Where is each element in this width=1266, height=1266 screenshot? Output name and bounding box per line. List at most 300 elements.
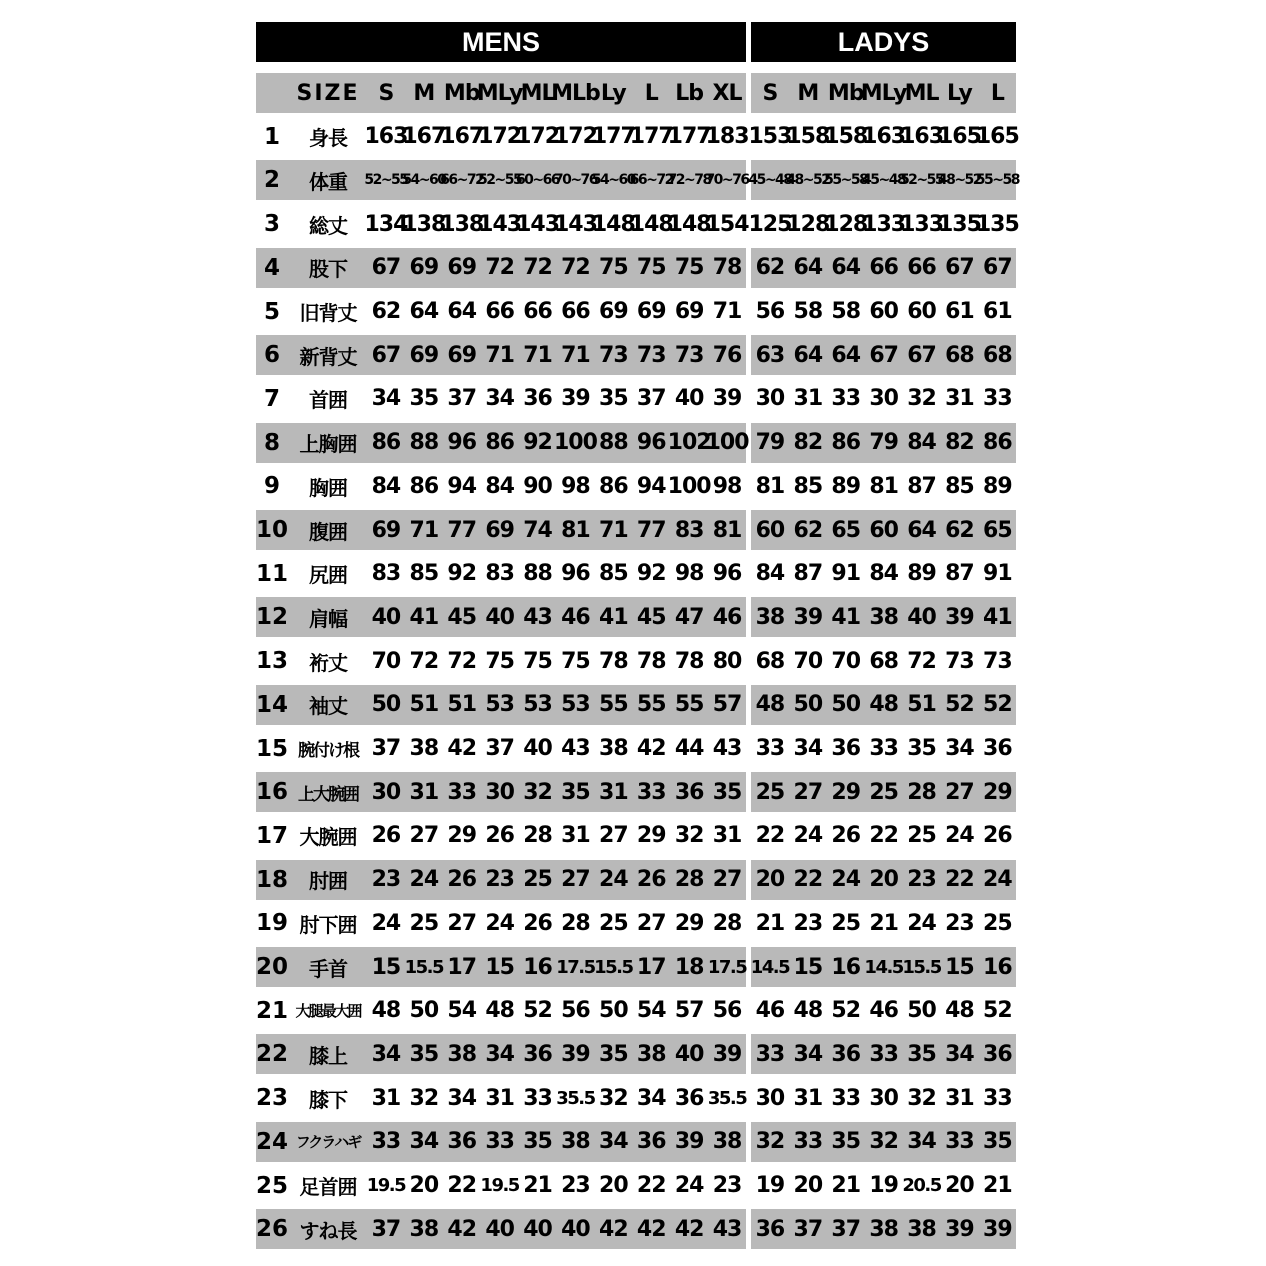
ladys-value: 24 — [793, 823, 823, 849]
mens-value: 70~76 — [553, 172, 598, 189]
mens-value: 36 — [674, 1085, 704, 1111]
mens-value: 83 — [674, 517, 704, 543]
ladys-value: 20.5 — [902, 1175, 941, 1196]
mens-value: 40 — [523, 1216, 552, 1242]
ladys-value: 64 — [831, 342, 861, 368]
ladys-value: 46 — [869, 998, 898, 1024]
mens-value: 94 — [447, 473, 477, 499]
mens-value: 48 — [485, 998, 514, 1024]
mens-value: 38 — [409, 1216, 439, 1242]
ladys-value: 165 — [975, 124, 1019, 150]
mens-value: 15.5 — [594, 956, 633, 978]
ladys-value: 51 — [907, 692, 936, 718]
mens-value: 80 — [712, 648, 742, 674]
ladys-value: 38 — [869, 604, 898, 630]
table-row — [256, 729, 1016, 769]
ladys-value: 33 — [983, 1085, 1012, 1111]
row-number: 9 — [263, 473, 280, 500]
mens-value: 42 — [599, 1216, 628, 1242]
ladys-value: 30 — [755, 386, 785, 412]
measurement-label: 肘囲 — [309, 869, 347, 894]
mens-value: 30 — [371, 779, 401, 805]
ladys-value: 24 — [831, 867, 861, 893]
ladys-value: 52 — [945, 692, 974, 718]
ladys-value: 22 — [793, 867, 823, 893]
mens-value: 154 — [705, 211, 749, 237]
table-row — [256, 1034, 1016, 1074]
mens-value: 31 — [561, 823, 590, 849]
mens-value: 72 — [409, 648, 439, 674]
ladys-value: 22 — [945, 867, 974, 893]
measurement-label: 体重 — [309, 169, 347, 194]
mens-value: 34 — [409, 1129, 439, 1155]
mens-value: 47 — [674, 604, 704, 630]
mens-value: 75 — [636, 255, 666, 281]
mens-value: 24 — [599, 867, 628, 893]
mens-value: 28 — [712, 910, 742, 936]
mens-value: 34 — [485, 386, 514, 412]
ladys-value: 52~55 — [899, 172, 944, 189]
ladys-value: 62 — [793, 517, 823, 543]
ladys-value: 37 — [831, 1216, 861, 1242]
mens-value: 75 — [523, 648, 552, 674]
ladys-value: 29 — [831, 779, 861, 805]
mens-value: 96 — [447, 430, 477, 456]
ladys-value: 21 — [755, 910, 785, 936]
mens-value: 72 — [523, 255, 552, 281]
mens-value: 148 — [667, 211, 711, 237]
ladys-value: 68 — [869, 648, 898, 674]
mens-value: 100 — [667, 473, 711, 499]
mens-value: 92 — [636, 561, 666, 587]
mens-value: 177 — [667, 124, 711, 150]
mens-header: MENS — [256, 22, 746, 62]
mens-value: 88 — [409, 430, 439, 456]
mens-value: 34 — [636, 1085, 666, 1111]
ladys-value: 24 — [945, 823, 974, 849]
ladys-value: 128 — [824, 211, 868, 237]
ladys-size-code: ML — [904, 80, 939, 106]
mens-value: 72 — [561, 255, 590, 281]
ladys-value: 86 — [983, 430, 1012, 456]
ladys-value: 158 — [824, 124, 868, 150]
mens-value: 75 — [485, 648, 514, 674]
ladys-value: 31 — [793, 386, 823, 412]
mens-value: 37 — [371, 736, 401, 761]
mens-value: 78 — [636, 648, 666, 674]
table-row — [256, 685, 1016, 725]
mens-size-code: Mb — [443, 80, 480, 106]
ladys-value: 67 — [983, 255, 1012, 281]
row-number: 10 — [256, 517, 289, 543]
mens-size-code: ML — [520, 80, 555, 106]
ladys-value: 55~58 — [975, 172, 1019, 189]
row-number: 4 — [263, 254, 280, 281]
measurement-label: 上胸囲 — [299, 432, 357, 457]
ladys-value: 73 — [945, 648, 974, 674]
mens-value: 32 — [674, 823, 704, 849]
table-row — [256, 641, 1016, 681]
mens-value: 84 — [371, 473, 401, 499]
ladys-value: 52 — [831, 998, 861, 1024]
mens-value: 60~66 — [515, 172, 560, 189]
row-number: 11 — [256, 560, 289, 587]
mens-size-code: MLb — [551, 80, 600, 106]
mens-value: 78 — [674, 648, 704, 674]
mens-value: 78 — [599, 648, 628, 674]
ladys-value: 20 — [945, 1173, 974, 1198]
ladys-value: 15 — [945, 954, 974, 980]
mens-value: 43 — [712, 1216, 742, 1242]
mens-value: 67 — [371, 255, 401, 281]
mens-value: 26 — [447, 867, 477, 893]
mens-value: 17 — [636, 954, 666, 980]
mens-value: 167 — [402, 124, 446, 150]
mens-value: 45 — [447, 604, 477, 630]
mens-value: 73 — [636, 342, 666, 368]
ladys-value: 36 — [831, 736, 861, 761]
mens-value: 72 — [447, 648, 477, 674]
mens-value: 21 — [523, 1173, 552, 1198]
row-number: 22 — [256, 1041, 289, 1068]
ladys-size-code: M — [797, 80, 819, 106]
mens-value: 36 — [523, 386, 552, 412]
ladys-value: 23 — [793, 910, 823, 936]
ladys-value: 40 — [907, 604, 936, 630]
mens-value: 143 — [516, 211, 560, 237]
ladys-value: 64 — [793, 255, 823, 281]
ladys-value: 85 — [793, 473, 823, 499]
mens-value: 73 — [674, 342, 704, 368]
ladys-value: 31 — [793, 1085, 823, 1111]
mens-value: 34 — [371, 386, 401, 412]
measurement-label: フクラハギ — [295, 1133, 361, 1152]
mens-value: 42 — [674, 1216, 704, 1242]
mens-value: 20 — [599, 1173, 628, 1198]
table-row — [256, 1166, 1016, 1206]
table-row — [256, 1209, 1016, 1249]
measurement-label: 上大腕囲 — [298, 784, 358, 805]
ladys-value: 26 — [983, 823, 1012, 849]
ladys-value: 14.5 — [864, 956, 903, 978]
table-row — [256, 772, 1016, 812]
table-row — [256, 292, 1016, 332]
ladys-value: 39 — [945, 604, 974, 630]
row-number: 3 — [263, 211, 280, 238]
mens-value: 18 — [674, 954, 704, 980]
mens-value: 66~72 — [629, 172, 673, 189]
row-number: 14 — [256, 691, 289, 718]
mens-value: 163 — [364, 124, 408, 150]
mens-value: 20 — [409, 1173, 439, 1198]
row-number: 12 — [256, 604, 289, 631]
mens-size-code: XL — [712, 80, 742, 106]
measurement-label: 腹囲 — [309, 519, 347, 544]
mens-value: 57 — [674, 998, 704, 1024]
mens-value: 71 — [599, 517, 628, 543]
mens-value: 100 — [553, 430, 597, 456]
mens-value: 35.5 — [707, 1087, 747, 1109]
ladys-value: 27 — [945, 779, 974, 805]
ladys-value: 33 — [831, 1085, 861, 1111]
mens-value: 35 — [599, 1041, 628, 1067]
row-number: 8 — [263, 429, 280, 456]
table-row — [256, 423, 1016, 463]
mens-value: 39 — [712, 1041, 742, 1067]
ladys-value: 65 — [831, 517, 861, 543]
mens-value: 52~55 — [364, 172, 408, 189]
ladys-value: 36 — [983, 736, 1012, 761]
ladys-value: 38 — [755, 604, 785, 630]
mens-value: 90 — [523, 473, 552, 499]
ladys-value: 30 — [755, 1085, 785, 1111]
ladys-value: 35 — [907, 736, 936, 761]
table-row — [256, 379, 1016, 419]
ladys-value: 50 — [907, 998, 936, 1024]
mens-value: 148 — [591, 211, 635, 237]
mens-value: 69 — [409, 255, 439, 281]
mens-value: 39 — [712, 386, 742, 412]
size-label: SIZE — [296, 80, 360, 106]
mens-value: 71 — [409, 517, 439, 543]
measurement-label: 尻囲 — [309, 563, 347, 588]
mens-value: 23 — [712, 1173, 742, 1198]
mens-value: 40 — [674, 1041, 704, 1067]
table-row — [256, 335, 1016, 375]
mens-value: 69 — [674, 299, 704, 324]
ladys-value: 35 — [907, 1041, 936, 1067]
mens-value: 96 — [636, 430, 666, 456]
ladys-value: 48 — [793, 998, 823, 1024]
ladys-value: 32 — [907, 1085, 936, 1111]
ladys-value: 79 — [755, 430, 785, 456]
mens-value: 52 — [523, 998, 552, 1024]
mens-value: 28 — [523, 823, 552, 849]
ladys-value: 153 — [748, 124, 792, 150]
row-number: 19 — [256, 910, 289, 937]
ladys-value: 64 — [793, 342, 823, 368]
row-number: 7 — [263, 385, 280, 412]
table-row — [256, 816, 1016, 856]
ladys-value: 30 — [869, 1085, 898, 1111]
ladys-value: 34 — [945, 736, 974, 761]
ladys-value: 45~48 — [862, 172, 906, 189]
measurement-label: 足首囲 — [299, 1175, 357, 1199]
mens-value: 33 — [523, 1085, 552, 1111]
mens-value: 41 — [599, 604, 628, 630]
mens-value: 34 — [447, 1085, 477, 1111]
ladys-value: 68 — [755, 648, 785, 674]
mens-value: 22 — [636, 1173, 666, 1198]
table-row — [256, 1078, 1016, 1118]
mens-value: 81 — [712, 517, 742, 543]
mens-value: 35 — [523, 1129, 552, 1155]
mens-value: 54 — [447, 998, 477, 1024]
mens-value: 48 — [371, 998, 401, 1024]
ladys-value: 21 — [831, 1173, 861, 1198]
ladys-value: 50 — [793, 692, 823, 718]
mens-value: 23 — [485, 867, 514, 893]
mens-value: 27 — [599, 823, 628, 849]
ladys-value: 70 — [793, 648, 823, 674]
measurement-label: 手首 — [309, 956, 347, 981]
ladys-value: 36 — [983, 1041, 1012, 1067]
mens-value: 28 — [674, 867, 704, 893]
mens-value: 28 — [561, 910, 590, 936]
ladys-value: 79 — [869, 430, 898, 456]
measurement-label: 首囲 — [309, 388, 347, 413]
ladys-value: 66 — [869, 255, 898, 281]
mens-value: 40 — [561, 1216, 590, 1242]
mens-value: 42 — [636, 1216, 666, 1242]
mens-value: 83 — [485, 561, 514, 587]
ladys-value: 163 — [862, 124, 906, 150]
ladys-value: 23 — [945, 910, 974, 936]
mens-value: 53 — [561, 692, 590, 718]
mens-value: 86 — [599, 473, 628, 499]
mens-value: 27 — [712, 867, 742, 893]
mens-value: 69 — [409, 342, 439, 368]
mens-value: 36 — [523, 1041, 552, 1067]
mens-value: 75 — [599, 255, 628, 281]
ladys-value: 37 — [793, 1216, 823, 1242]
table-row — [256, 860, 1016, 900]
ladys-value: 67 — [945, 255, 974, 281]
mens-value: 172 — [478, 124, 522, 150]
ladys-value: 56 — [755, 299, 785, 324]
mens-value: 77 — [447, 517, 477, 543]
mens-value: 36 — [674, 779, 704, 805]
ladys-value: 32 — [869, 1129, 898, 1155]
mens-value: 24 — [409, 867, 439, 893]
mens-value: 69 — [447, 255, 477, 281]
ladys-value: 25 — [869, 779, 898, 805]
mens-size-code: L — [644, 80, 658, 106]
ladys-value: 61 — [945, 299, 974, 324]
ladys-value: 20 — [755, 867, 785, 893]
mens-value: 32 — [409, 1085, 439, 1111]
mens-value: 39 — [674, 1129, 704, 1155]
mens-value: 37 — [371, 1216, 401, 1242]
mens-value: 38 — [409, 736, 439, 761]
ladys-value: 14.5 — [750, 956, 790, 978]
ladys-value: 25 — [907, 823, 936, 849]
mens-value: 71 — [712, 299, 742, 324]
mens-value: 92 — [523, 430, 552, 456]
ladys-value: 38 — [907, 1216, 936, 1242]
ladys-value: 65 — [983, 517, 1012, 543]
ladys-value: 16 — [831, 954, 861, 980]
mens-value: 25 — [523, 867, 552, 893]
measurement-label: 腕付け根 — [298, 741, 358, 761]
ladys-size-code: S — [762, 80, 778, 106]
mens-value: 86 — [371, 430, 401, 456]
mens-value: 33 — [636, 779, 666, 805]
mens-value: 36 — [636, 1129, 666, 1155]
mens-value: 40 — [523, 736, 552, 761]
ladys-value: 89 — [983, 473, 1012, 499]
mens-value: 64 — [447, 299, 477, 324]
mens-value: 38 — [599, 736, 628, 761]
ladys-value: 36 — [755, 1216, 785, 1242]
ladys-value: 128 — [786, 211, 830, 237]
ladys-value: 82 — [945, 430, 974, 456]
ladys-value: 67 — [907, 342, 936, 368]
ladys-value: 22 — [869, 823, 898, 849]
mens-value: 50 — [371, 692, 401, 718]
mens-value: 54 — [636, 998, 666, 1024]
measurement-label: 大腿最大囲 — [295, 1002, 361, 1021]
ladys-value: 16 — [983, 954, 1012, 980]
ladys-value: 32 — [755, 1129, 785, 1155]
ladys-value: 70 — [831, 648, 861, 674]
ladys-value: 35 — [831, 1129, 861, 1155]
ladys-value: 23 — [907, 867, 936, 893]
ladys-value: 60 — [869, 517, 898, 543]
mens-value: 35 — [409, 1041, 439, 1067]
row-number: 20 — [256, 954, 289, 980]
ladys-value: 25 — [831, 910, 861, 936]
table-row — [256, 117, 1019, 157]
ladys-value: 87 — [945, 561, 974, 587]
mens-value: 33 — [447, 779, 477, 805]
measurement-label: 新背丈 — [299, 344, 357, 369]
ladys-value: 19 — [755, 1173, 785, 1198]
mens-value: 22 — [447, 1173, 477, 1198]
ladys-value: 39 — [793, 604, 823, 630]
mens-value: 98 — [561, 473, 590, 499]
ladys-value: 24 — [983, 867, 1012, 893]
ladys-value: 87 — [907, 473, 936, 499]
mens-value: 40 — [371, 604, 401, 630]
ladys-value: 21 — [869, 910, 898, 936]
ladys-value: 39 — [983, 1216, 1012, 1242]
ladys-size-code: Ly — [947, 80, 972, 106]
ladys-value: 33 — [869, 1041, 898, 1067]
ladys-value: 58 — [831, 299, 861, 324]
mens-value: 73 — [599, 342, 628, 368]
mens-value: 57 — [712, 692, 742, 718]
mens-size-code: Ly — [600, 80, 626, 106]
mens-value: 102 — [667, 430, 711, 456]
mens-value: 53 — [485, 692, 514, 718]
mens-value: 83 — [371, 561, 401, 587]
ladys-size-code: Mb — [827, 80, 864, 106]
ladys-value: 25 — [755, 779, 785, 805]
mens-value: 42 — [447, 1216, 477, 1242]
ladys-value: 50 — [831, 692, 861, 718]
ladys-value: 158 — [786, 124, 830, 150]
ladys-value: 63 — [755, 342, 785, 368]
ladys-value: 67 — [869, 342, 898, 368]
mens-value: 37 — [485, 736, 514, 761]
table-row — [256, 597, 1016, 637]
mens-value: 72~78 — [667, 172, 711, 189]
ladys-value: 41 — [831, 604, 861, 630]
row-number: 18 — [256, 866, 289, 893]
mens-value: 66 — [561, 299, 590, 324]
mens-value: 29 — [447, 823, 477, 849]
mens-value: 29 — [636, 823, 666, 849]
row-number: 23 — [256, 1085, 289, 1112]
mens-value: 138 — [440, 211, 484, 237]
mens-value: 70~76 — [705, 172, 749, 189]
row-number: 26 — [256, 1216, 289, 1243]
ladys-value: 86 — [831, 430, 861, 456]
mens-value: 69 — [636, 299, 666, 324]
mens-value: 26 — [485, 823, 514, 849]
mens-value: 85 — [599, 561, 628, 587]
